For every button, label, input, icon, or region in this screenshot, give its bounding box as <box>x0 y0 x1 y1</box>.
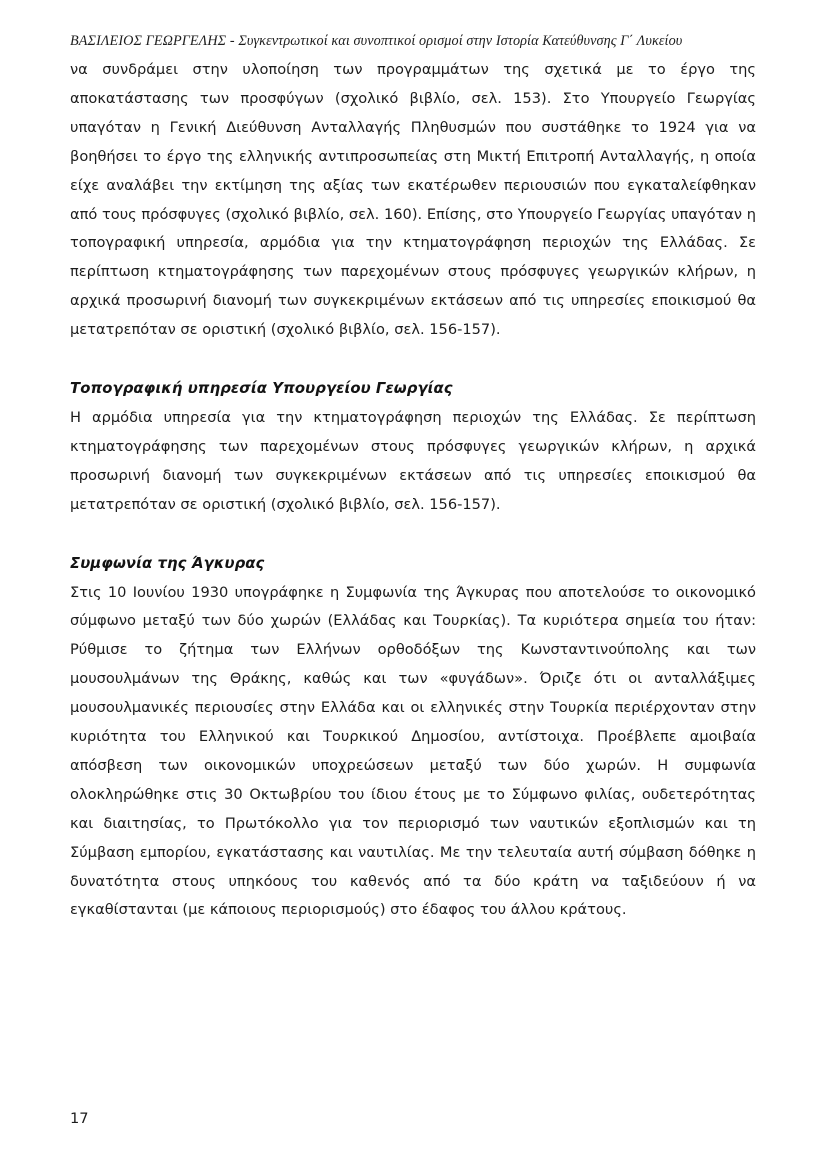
section-heading-ankara-agreement: Συμφωνία της Άγκυρας <box>70 554 265 572</box>
page-number: 17 <box>70 1110 89 1127</box>
paragraph-ankara-agreement: Στις 10 Ιουνίου 1930 υπογράφηκε η Συμφωνία της Άγκυρας που αποτελούσε το οικονομικό σύμφωνο μεταξύ των δύο χωρών (Ελλάδας και Τουρκίας). Τα κυριότερα σημεία του ήταν: Ρύθμισε το ζήτημα των Ελλήνων ορθοδόξων της Κωνσταντινούπολης και των μουσουλμάνων της Θράκης, καθώς και των «φυγάδων». Όριζε ότι οι ανταλλάξιμες μουσουλμανικές περιουσίες στην Ελλάδα και οι ελληνικές στην Τουρκία περιέρχονταν στην κυριότητα του Ελληνικού και Τουρκικού Δημοσίου, αντίστοιχα. Προέβλεπε αμοιβαία απόσβεση των οικονομικών υποχρεώσεων μεταξύ των δύο χωρών. Η συμφωνία ολοκληρώθηκε στις 30 Οκτωβρίου του ίδιου έτους με το Σύμφωνο φιλίας, ουδετερότητας και διαιτησίας, το Πρωτόκολλο για τον περιορισμό των ναυτικών εξοπλισμών και τη Σύμβαση εμπορίου, εγκατάστασης και ναυτιλίας. Με την τελευταία αυτή σύμβαση δόθηκε η δυνατότητα στους υπηκόους του καθενός από τα δύο κράτη να ταξιδεύουν ή να εγκαθίστανται (με κάποιους περιορισμούς) στο έδαφος του άλλου κράτους. <box>70 583 756 919</box>
spacer <box>70 520 756 550</box>
paragraph-topographic-service: Η αρμόδια υπηρεσία για την κτηματογράφηση περιοχών της Ελλάδας. Σε περίπτωση κτηματογράφησης των παρεχομένων στους πρόσφυγες γεωργικών κλήρων, η αρχικά προσωρινή διανομή των συγκεκριμένων εκτάσεων από τις υπηρεσίες εποικισμού θα μετατρεπόταν σε οριστική (σχολικό βιβλίο, σελ. 156-157). <box>70 408 756 513</box>
running-header: ΒΑΣΙΛΕΙΟΣ ΓΕΩΡΓΕΛΗΣ - Συγκεντρωτικοί και συνοπτικοί ορισμοί στην Ιστορία Κατεύθυνσης Γ΄ Λυκείου <box>70 33 683 49</box>
spacer <box>70 345 756 375</box>
document-body <box>70 56 756 925</box>
paragraph-continued: να συνδράμει στην υλοποίηση των προγραμμάτων της σχετικά με το έργο της αποκατάστασης των προσφύγων (σχολικό βιβλίο, σελ. 153). Στο Υπουργείο Γεωργίας υπαγόταν η Γενική Διεύθυνση Ανταλλαγής Πληθυσμών που συστάθηκε το 1924 για να βοηθήσει το έργο της ελληνικής αντιπροσωπείας στη Μικτή Επιτροπή Ανταλλαγής, η οποία είχε αναλάβει την εκτίμηση της αξίας των εκατέρωθεν περιουσιών που εγκαταλείφθηκαν από τους πρόσφυγες (σχολικό βιβλίο, σελ. 160). Επίσης, στο Υπουργείο Γεωργίας υπαγόταν η τοπογραφική υπηρεσία, αρμόδια για την κτηματογράφηση περιοχών της Ελλάδας. Σε περίπτωση κτηματογράφησης των παρεχομένων στους πρόσφυγες γεωργικών κλήρων, η αρχικά προσωρινή διανομή των συγκεκριμένων εκτάσεων από τις υπηρεσίες εποικισμού θα μετατρεπόταν σε οριστική (σχολικό βιβλίο, σελ. 156-157). <box>70 61 756 339</box>
section-heading-topographic-service: Τοπογραφική υπηρεσία Υπουργείου Γεωργίας <box>70 380 453 398</box>
